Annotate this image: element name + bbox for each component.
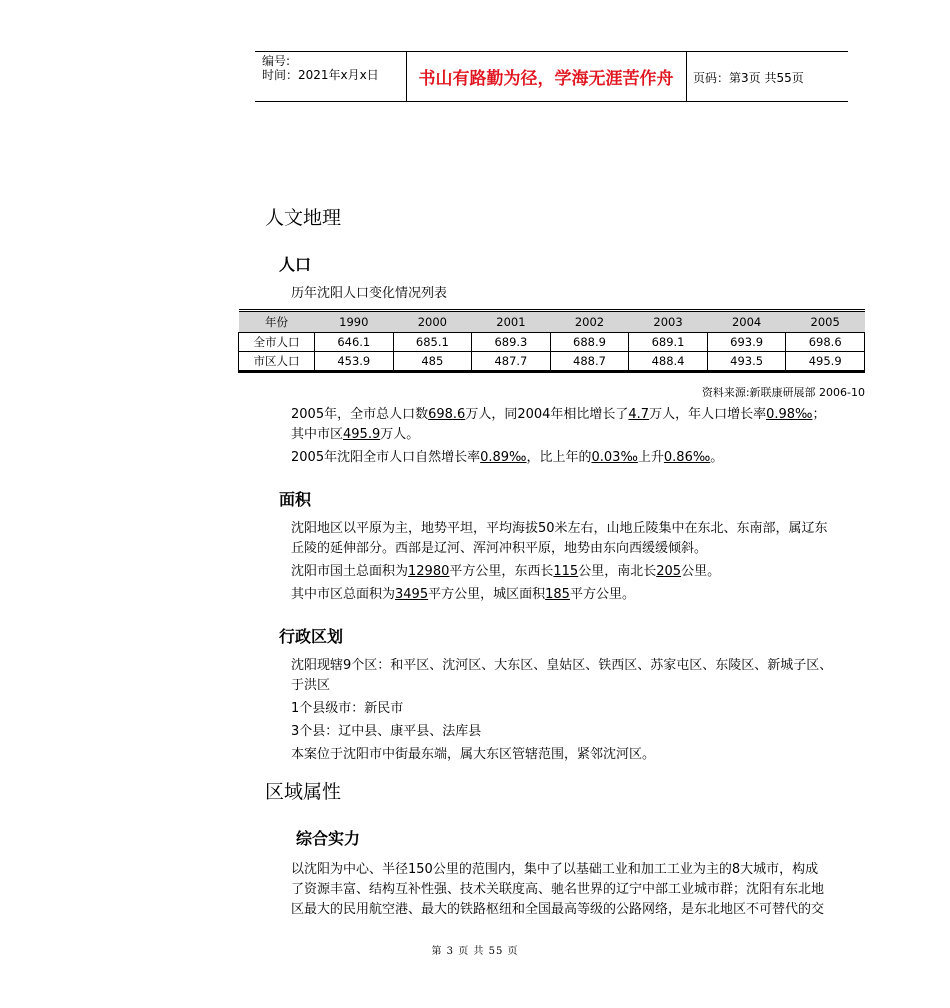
table-caption: 历年沈阳人口变化情况列表	[291, 286, 448, 301]
table-cell: 488.4	[629, 352, 708, 372]
table-cell: 453.9	[315, 352, 394, 372]
table-header-cell: 2003	[629, 311, 708, 333]
table-row-label: 全市人口	[239, 333, 315, 352]
table-header-cell: 2002	[550, 311, 629, 333]
table-header-cell: 1990	[315, 311, 394, 333]
table-header-cell: 2004	[707, 311, 786, 333]
table-cell: 488.7	[550, 352, 629, 372]
table-cell: 485	[393, 352, 472, 372]
table-header-row	[239, 311, 865, 333]
table-header-cell: 2005	[786, 311, 865, 333]
subsection-title: 行政区划	[279, 627, 344, 646]
section-title: 人文地理	[265, 207, 342, 229]
strength-paragraph: 以沈阳为中心、半径150公里的范围内，集中了以基础工业和加工工业为主的8大城市，构成 了资源丰富、结构互补性强、技术关联度高、驰名世界的辽宁中部工业城市群；沈阳有东北地 区最大的民用航空港、最大的铁路枢纽和全国最高等级的公路网络，是东北地区不可替代的交	[291, 862, 825, 917]
table-header-cell: 年份	[239, 311, 315, 333]
admin-counties-paragraph: 3个县：辽中县、康平县、法库县	[291, 724, 482, 739]
area-paragraph: 沈阳地区以平原为主，地势平坦，平均海拔50米左右，山地丘陵集中在东北、东南部，属辽东 丘陵的延伸部分。西部是辽河、浑河冲积平原，地势由东向西缓缓倾斜。	[291, 521, 828, 556]
date-label: 时间：2021年x月x日	[262, 68, 379, 82]
table-header-cell: 2001	[472, 311, 551, 333]
header-motto: 书山有路勤为径，学海无涯苦作舟	[418, 69, 674, 89]
table-cell: 688.9	[550, 333, 629, 352]
admin-districts-paragraph: 沈阳现辖9个区：和平区、沈河区、大东区、皇姑区、铁西区、苏家屯区、东陵区、新城子区、 于洪区	[291, 658, 833, 693]
page-footer: 第 3 页 共 55 页	[431, 946, 519, 957]
table-cell: 698.6	[786, 333, 865, 352]
table-cell: 487.7	[472, 352, 551, 372]
table-header-cell: 2000	[393, 311, 472, 333]
table-cell: 689.3	[472, 333, 551, 352]
admin-location-paragraph: 本案位于沈阳市中街最东端，属大东区管辖范围，紧邻沈河区。	[291, 747, 656, 762]
doc-number-label: 编号:	[262, 54, 291, 68]
header-divider	[686, 51, 687, 102]
population-table	[238, 309, 865, 373]
table-cell: 646.1	[315, 333, 394, 352]
section-title: 区域属性	[265, 781, 342, 803]
table-cell: 493.5	[707, 352, 786, 372]
subsection-title: 人口	[279, 255, 312, 274]
table-row	[239, 333, 865, 352]
subsection-title: 面积	[279, 490, 312, 509]
table-cell: 495.9	[786, 352, 865, 372]
population-growth-paragraph: 2005年沈阳全市人口自然增长率0.89‰，比上年的0.03‰上升0.86‰。	[291, 450, 724, 465]
table-row-label: 市区人口	[239, 352, 315, 372]
area-urban-paragraph: 其中市区总面积为3495平方公里，城区面积185平方公里。	[291, 587, 635, 602]
area-total-paragraph: 沈阳市国土总面积为12980平方公里，东西长115公里，南北长205公里。	[291, 564, 721, 579]
table-cell: 685.1	[393, 333, 472, 352]
page-info: 页码：第3页 共55页	[693, 71, 804, 85]
table-cell: 689.1	[629, 333, 708, 352]
subsection-title: 综合实力	[296, 829, 361, 848]
table-row	[239, 352, 865, 372]
population-paragraph: 2005年，全市总人口数698.6万人，同2004年相比增长了4.7万人，年人口增长率0.98‰； 其中市区495.9万人。	[291, 407, 826, 442]
admin-city-paragraph: 1个县级市：新民市	[291, 701, 404, 716]
table-source: 资料来源:新联康研展部 2006-10	[701, 386, 865, 399]
table-cell: 693.9	[707, 333, 786, 352]
